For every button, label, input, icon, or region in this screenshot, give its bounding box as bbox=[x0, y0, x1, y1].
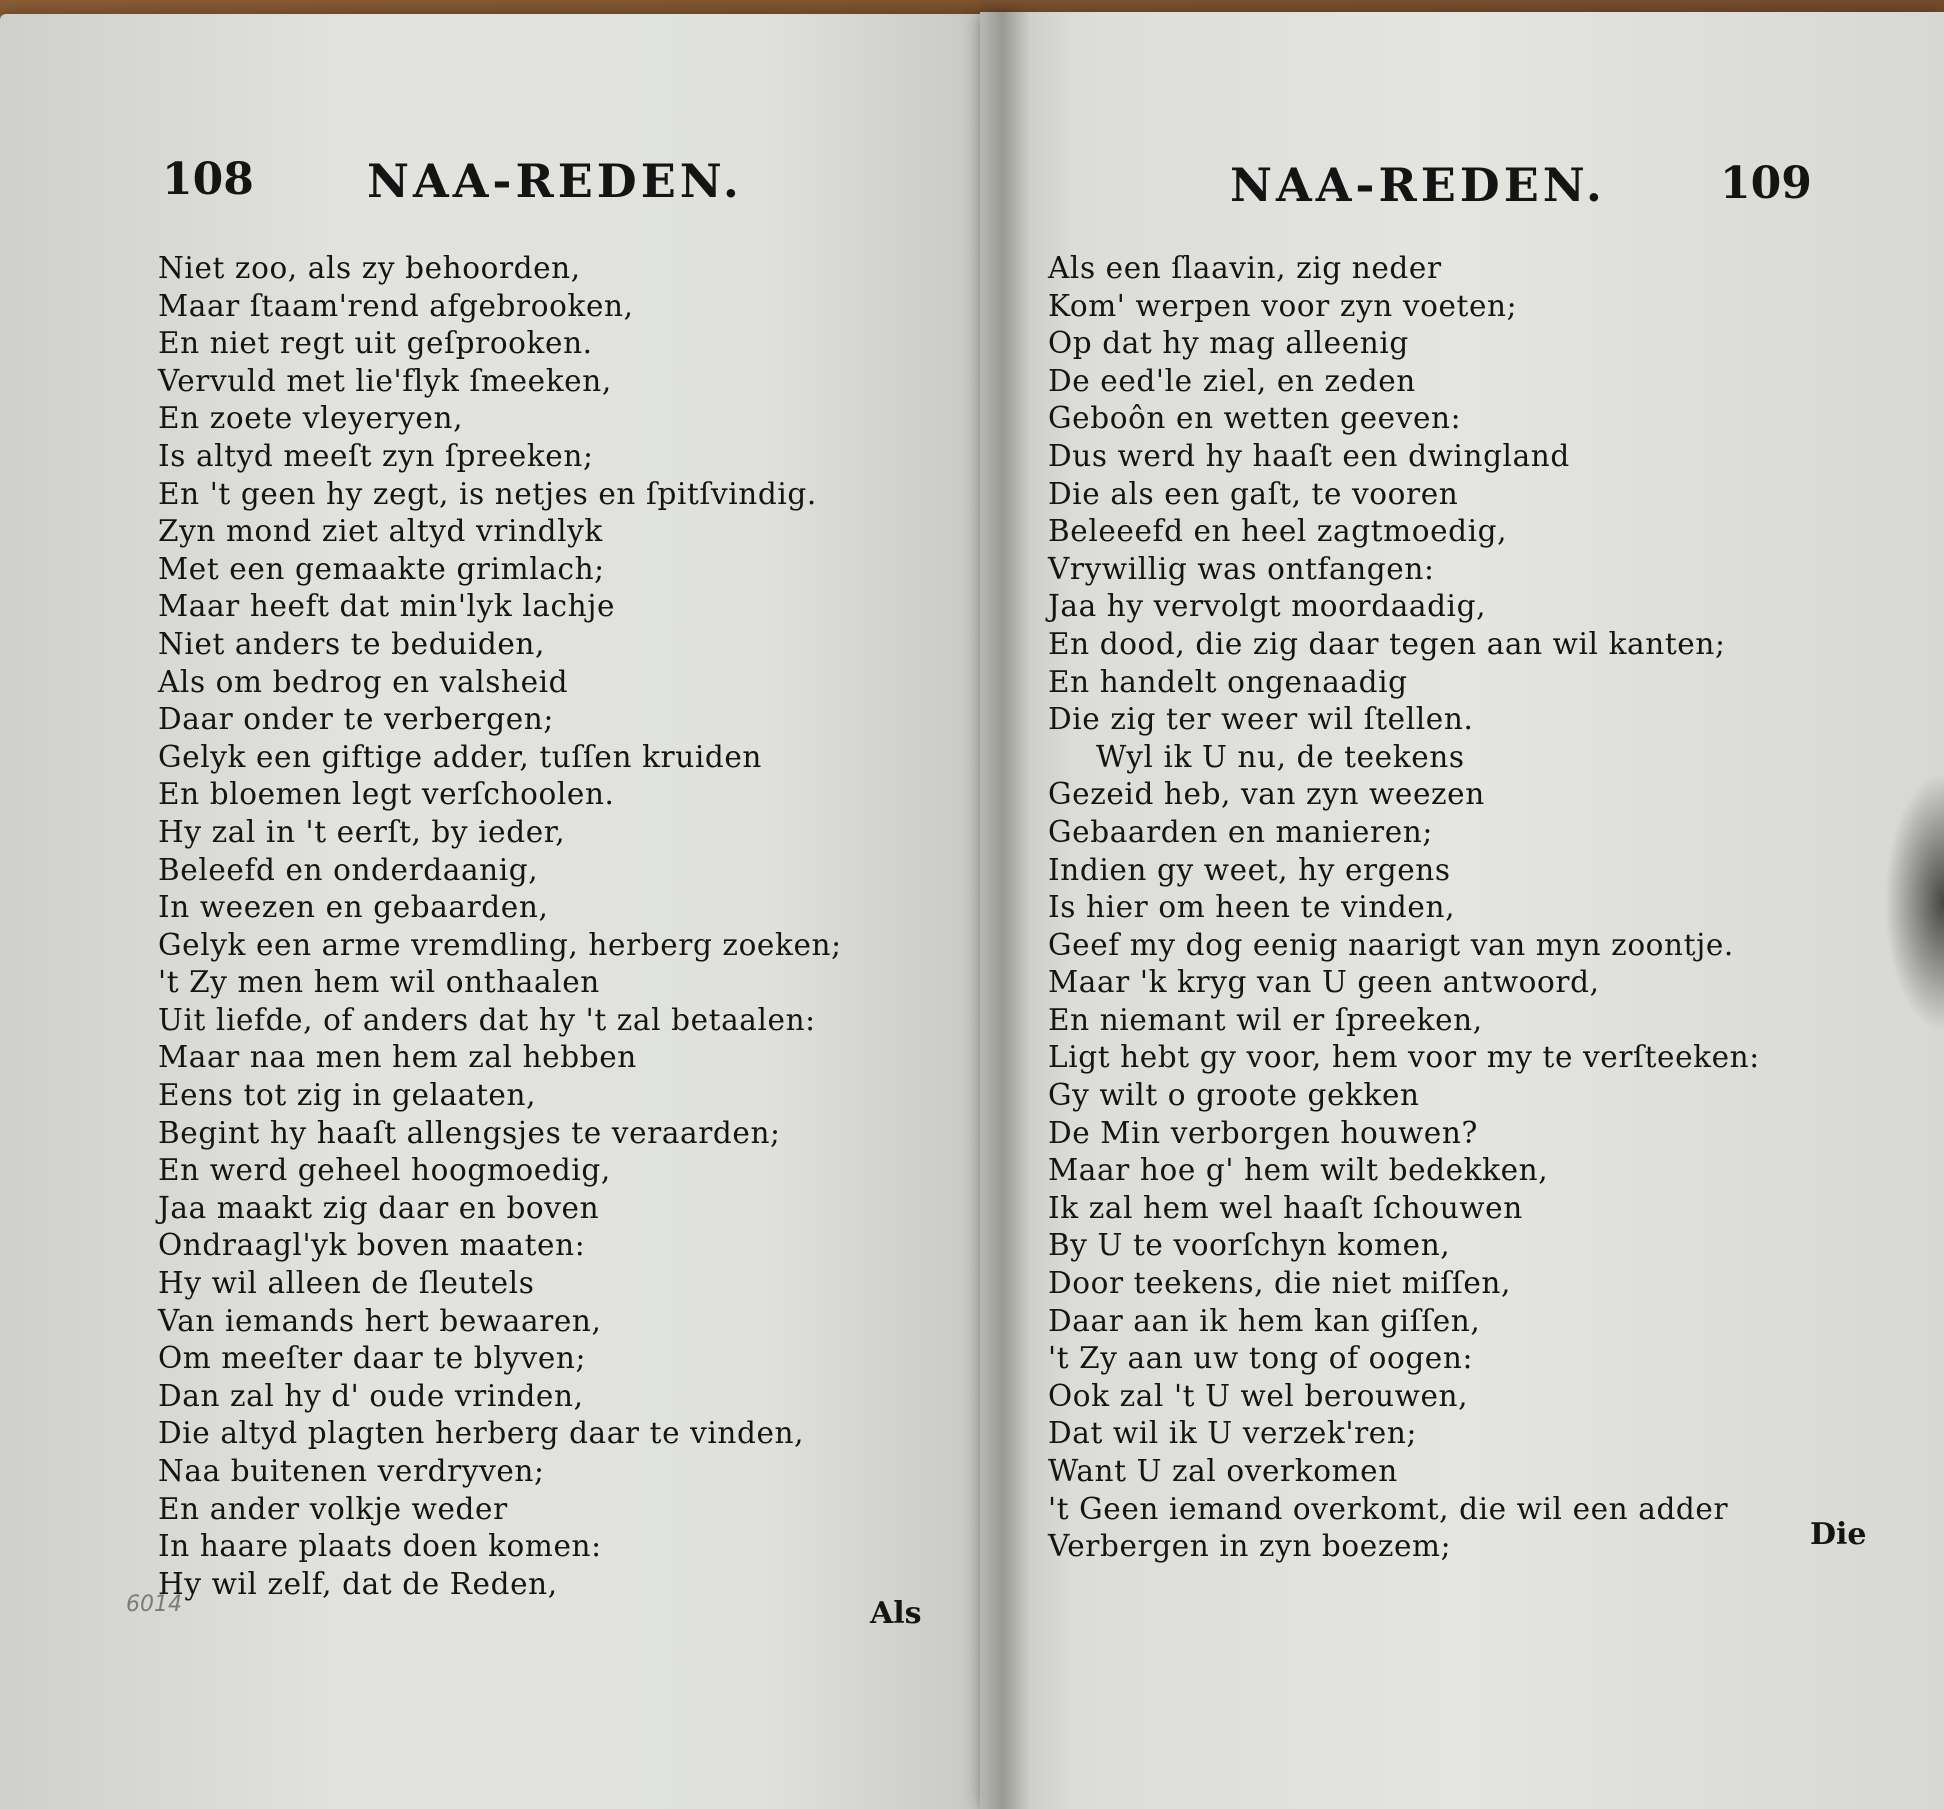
verse-line: Dus werd hy haaſt een dwingland bbox=[1048, 438, 1570, 473]
verse-line: Verbergen in zyn boezem; bbox=[1048, 1529, 1452, 1564]
verse-line: Maar naa men hem zal hebben bbox=[158, 1040, 637, 1075]
verse-line: Ook zal 't U wel berouwen, bbox=[1048, 1378, 1469, 1413]
verse-line: Op dat hy mag alleenig bbox=[1048, 326, 1409, 361]
verse-line: Die altyd plagten herberg daar te vinden, bbox=[158, 1416, 805, 1451]
verse-line: Gezeid heb, van zyn weezen bbox=[1048, 777, 1485, 812]
verse-line: Is hier om heen te vinden, bbox=[1048, 890, 1456, 925]
verse-line: De Min verborgen houwen? bbox=[1048, 1115, 1478, 1150]
verse-line: Is altyd meeſt zyn ſpreeken; bbox=[158, 438, 594, 473]
verse-line: Als een ſlaavin, zig neder bbox=[1048, 251, 1442, 285]
left-catchword: Als bbox=[870, 1596, 922, 1631]
verse-line: Die zig ter weer wil ſtellen. bbox=[1048, 702, 1474, 737]
verse-line: Dat wil ik U verzek'ren; bbox=[1048, 1416, 1418, 1451]
verse-line: 't Geen iemand overkomt, die wil een adder bbox=[1048, 1491, 1729, 1526]
verse-line: Jaa maakt zig daar en boven bbox=[158, 1190, 600, 1225]
verse-line: Vervuld met lie'flyk ſmeeken, bbox=[158, 363, 612, 398]
verse-line: Indien gy weet, hy ergens bbox=[1048, 852, 1451, 887]
verse-line: En zoete vleyeryen, bbox=[158, 401, 464, 436]
left-page bbox=[0, 14, 1018, 1809]
verse-line: Hy zal in 't eerſt, by ieder, bbox=[158, 814, 566, 849]
verse-line: Naa buitenen verdryven; bbox=[158, 1454, 545, 1488]
verse-line: De eed'le ziel, en zeden bbox=[1048, 363, 1416, 398]
verse-line: Gebaarden en manieren; bbox=[1048, 814, 1433, 849]
pencil-annotation: 6014 bbox=[126, 1592, 182, 1617]
left-running-head: NAA-REDEN. bbox=[367, 154, 743, 208]
verse-line: 't Zy aan uw tong of oogen: bbox=[1048, 1341, 1473, 1376]
verse-line: Met een gemaakte grimlach; bbox=[158, 551, 605, 586]
right-running-head: NAA-REDEN. bbox=[1230, 158, 1606, 212]
verse-line: En bloemen legt verſchoolen. bbox=[158, 777, 615, 812]
verse-line: Door teekens, die niet miſſen, bbox=[1048, 1266, 1512, 1301]
verse-line: Hy wil zelf, dat de Reden, bbox=[158, 1566, 558, 1601]
verse-line: En handelt ongenaadig bbox=[1048, 664, 1408, 699]
verse-line: Als om bedrog en valsheid bbox=[158, 664, 569, 699]
verse-line: Dan zal hy d' oude vrinden, bbox=[158, 1378, 584, 1413]
verse-line: Daar aan ik hem kan giſſen, bbox=[1048, 1303, 1481, 1338]
verse-line: En werd geheel hoogmoedig, bbox=[158, 1153, 611, 1188]
verse-line: Maar heeft dat min'lyk lachje bbox=[158, 589, 616, 624]
left-page-number: 108 bbox=[162, 154, 254, 205]
verse-line: En ander volkje weder bbox=[158, 1491, 508, 1526]
verse-line: Gy wilt o groote gekken bbox=[1048, 1078, 1420, 1113]
left-verse-block bbox=[158, 250, 842, 1603]
verse-line: En niet regt uit geſprooken. bbox=[158, 326, 593, 361]
verse-line: Van iemands hert bewaaren, bbox=[158, 1303, 602, 1338]
verse-line: Maar 'k kryg van U geen antwoord, bbox=[1048, 965, 1600, 1000]
verse-line: Maar ſtaam'rend afgebrooken, bbox=[158, 288, 634, 323]
verse-line: Jaa hy vervolgt moordaadig, bbox=[1048, 589, 1487, 624]
verse-line: Begint hy haaſt allengsjes te veraarden; bbox=[158, 1115, 781, 1150]
verse-line: Kom' werpen voor zyn voeten; bbox=[1048, 288, 1518, 323]
right-page bbox=[980, 12, 1944, 1809]
verse-line: 't Zy men hem wil onthaalen bbox=[158, 965, 600, 1000]
verse-line: By U te voorſchyn komen, bbox=[1048, 1228, 1451, 1263]
right-verse-block bbox=[1048, 250, 1760, 1566]
verse-line: Maar hoe g' hem wilt bedekken, bbox=[1048, 1153, 1549, 1188]
verse-line: Beleeefd en heel zagtmoedig, bbox=[1048, 514, 1508, 549]
verse-line: Vrywillig was ontfangen: bbox=[1048, 551, 1435, 586]
verse-line: Wyl ik U nu, de teekens bbox=[1096, 739, 1465, 774]
verse-line: Daar onder te verbergen; bbox=[158, 702, 554, 737]
verse-line: Om meeſter daar te blyven; bbox=[158, 1341, 587, 1376]
verse-line: Want U zal overkomen bbox=[1048, 1454, 1398, 1488]
verse-line: Uit liefde, of anders dat hy 't zal betaalen: bbox=[158, 1002, 816, 1037]
verse-line: En 't geen hy zegt, is netjes en ſpitſvindig. bbox=[158, 476, 817, 511]
verse-line: Ondraagl'yk boven maaten: bbox=[158, 1228, 586, 1263]
verse-line: En niemant wil er ſpreeken, bbox=[1048, 1002, 1483, 1037]
verse-line: Niet anders te beduiden, bbox=[158, 626, 545, 661]
verse-line: Geef my dog eenig naarigt van myn zoontje. bbox=[1048, 927, 1734, 962]
verse-line: En dood, die zig daar tegen aan wil kanten; bbox=[1048, 626, 1726, 661]
verse-line: In weezen en gebaarden, bbox=[158, 890, 549, 925]
verse-line: Hy wil alleen de ſleutels bbox=[158, 1266, 535, 1301]
verse-line: Zyn mond ziet altyd vrindlyk bbox=[158, 514, 603, 549]
verse-line: Beleefd en onderdaanig, bbox=[158, 852, 539, 887]
verse-line: Ligt hebt gy voor, hem voor my te verſteeken: bbox=[1048, 1040, 1760, 1075]
verse-line: Eens tot zig in gelaaten, bbox=[158, 1078, 537, 1113]
verse-line: Ik zal hem wel haaſt ſchouwen bbox=[1048, 1190, 1523, 1225]
verse-line: Die als een gaſt, te vooren bbox=[1048, 476, 1459, 511]
right-page-number: 109 bbox=[1720, 158, 1812, 209]
verse-line: Geboôn en wetten geeven: bbox=[1048, 401, 1462, 436]
verse-line: Gelyk een giftige adder, tuſſen kruiden bbox=[158, 739, 763, 774]
verse-line: In haare plaats doen komen: bbox=[158, 1529, 602, 1564]
verse-line: Gelyk een arme vremdling, herberg zoeken; bbox=[158, 927, 842, 962]
right-catchword: Die bbox=[1810, 1517, 1867, 1552]
verse-line: Niet zoo, als zy behoorden, bbox=[158, 251, 581, 285]
thumb-shadow bbox=[1884, 772, 1944, 1032]
